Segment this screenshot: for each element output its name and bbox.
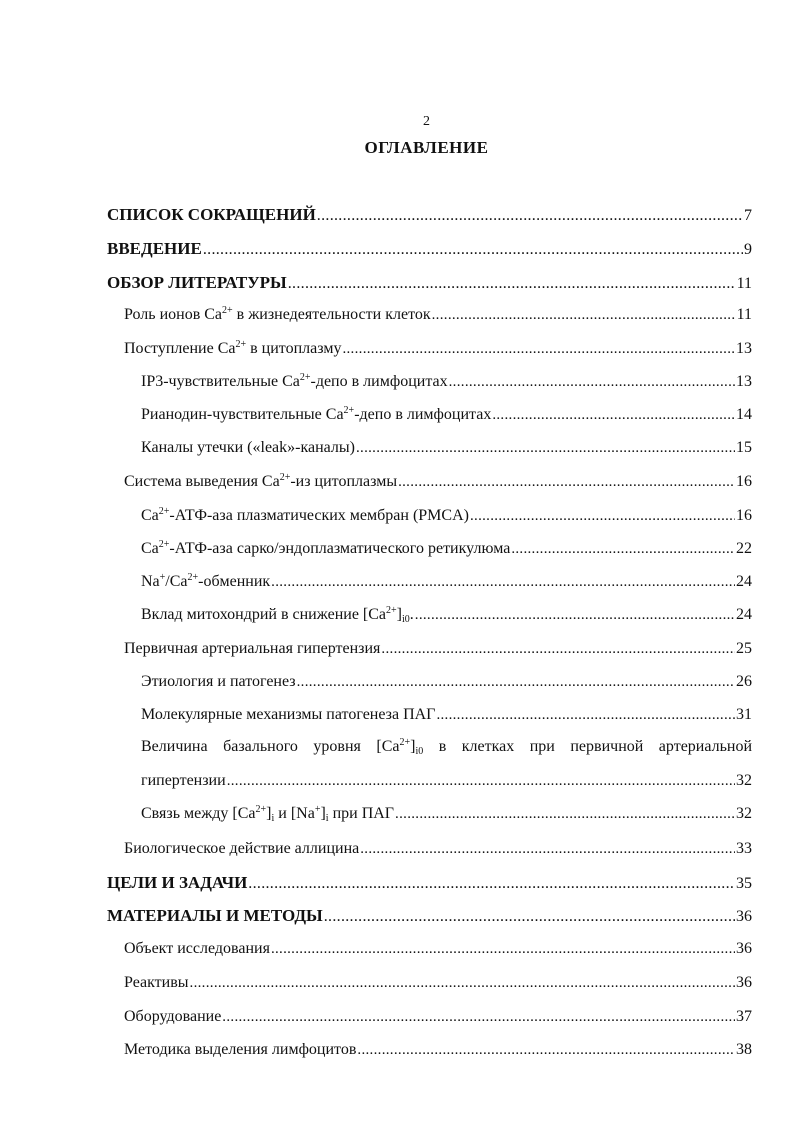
toc-entry[interactable]: Каналы утечки («leak»-каналы) ..... 15: [141, 439, 752, 461]
toc-entry[interactable]: Объект исследования ..... 36: [124, 940, 752, 962]
toc-entry[interactable]: Связь между $[Ca^{2+}]_i$ и $[Na^+]_i$ при ПАГ ..... 32: [141, 805, 752, 827]
toc-entry-abbreviations[interactable]: СПИСОК СОКРАЩЕНИЙ ..... 7: [107, 205, 752, 227]
toc-entry[interactable]: Этиология и патогенез ..... 26: [141, 673, 752, 695]
toc-entry[interactable]: Методика выделения лимфоцитов ..... 38: [124, 1041, 752, 1063]
toc-entry-introduction[interactable]: ВВЕДЕНИЕ ..... 9: [107, 239, 752, 261]
toc-entry[interactable]: Поступление $Ca^{2+}$ в цитоплазму ..... 13: [124, 340, 752, 362]
toc-entry[interactable]: Оборудование ..... 37: [124, 1008, 752, 1030]
toc-entry[interactable]: Роль ионов $Ca^{2+}$ в жизнедеятельности клеток ..... 11: [124, 306, 752, 328]
toc-entry[interactable]: Вклад митохондрий в снижение $[Ca^{2+}]_{i0}$. ..... 24: [141, 606, 752, 628]
toc-entry[interactable]: Реактивы ..... 36: [124, 974, 752, 996]
toc-entry[interactable]: Система выведения $Ca^{2+}-из$ цитоплазмы ..... 16: [124, 473, 752, 495]
toc-entry-wrapped-first-line[interactable]: Величина базального уровня $[Ca^{2+}]_{i0}$ в клетках при первичной артериальной: [141, 737, 753, 757]
toc-entry[interactable]: $Ca^{2+}-АТФ$-аза плазматических мембран (PMCA) ..... 16: [141, 507, 752, 529]
toc-entry-literature-review[interactable]: ОБЗОР ЛИТЕРАТУРЫ ..... 11: [107, 273, 752, 295]
page-title: ОГЛАВЛЕНИЕ: [364, 138, 489, 157]
toc-entry[interactable]: IP3-чувствительные $Ca^{2+}$-депо в лимфоцитах ..... 13: [141, 373, 752, 395]
toc-entry[interactable]: $Ca^{2+}-АТФ$-аза сарко/эндоплазматического ретикулюма ..... 22: [141, 540, 752, 562]
page-number: 2: [423, 114, 430, 129]
toc-entry[interactable]: $Na^+/Ca^{2+}$-обменник ..... 24: [141, 573, 752, 595]
toc-entry[interactable]: Рианодин-чувствительные $Ca^{2+}$-депо в лимфоцитах ..... 14: [141, 406, 752, 428]
toc-entry[interactable]: гипертензии ..... 32: [141, 772, 752, 794]
toc-entry-materials-methods[interactable]: МАТЕРИАЛЫ И МЕТОДЫ ..... 36: [107, 906, 752, 928]
toc-entry[interactable]: Первичная артериальная гипертензия ..... 25: [124, 640, 752, 662]
toc-entry[interactable]: Молекулярные механизмы патогенеза ПАГ ..... 31: [141, 706, 752, 728]
toc-entry[interactable]: Биологическое действие аллицина ..... 33: [124, 840, 752, 862]
toc-entry-goals[interactable]: ЦЕЛИ И ЗАДАЧИ ..... 35: [107, 873, 752, 895]
